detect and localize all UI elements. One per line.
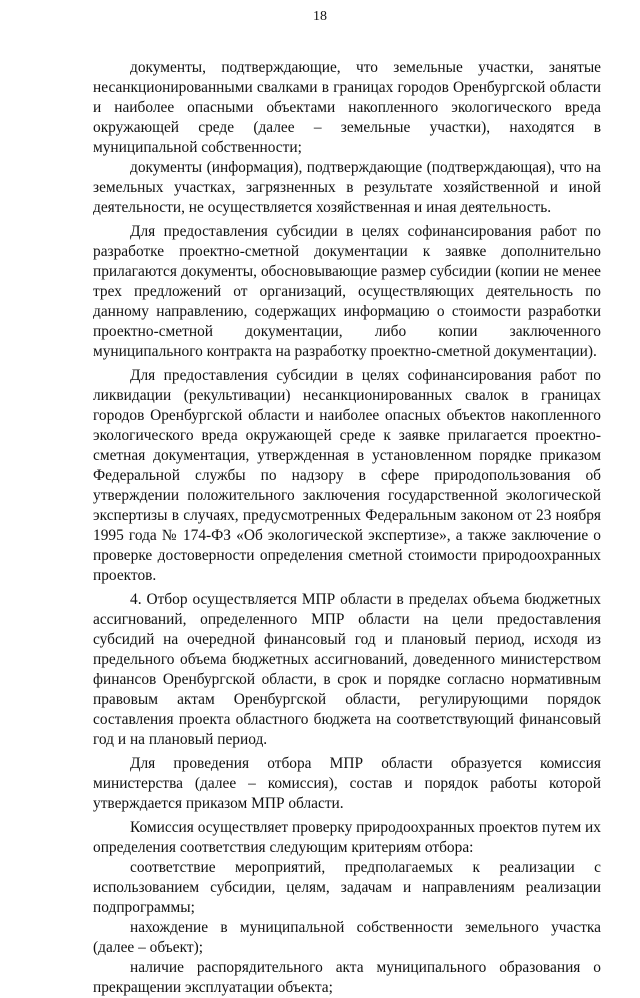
document-body (93, 58, 601, 998)
paragraph-commission-formation: Для проведения отбора МПР области образуется комиссия министерства (далее – комиссия), состав и порядок работы которой утверждается приказом МПР области. (93, 755, 601, 812)
paragraph-design-estimate-subsidy: Для предоставления субсидии в целях софинансирования работ по разработке проектно-сметной документации к заявке дополнительно прилагаются документы, обосновывающие размер субсидии (копии не менее трех предложений от организаций, осуществляющих деятельность по данному направлению, содержащих информацию о стоимости разработки проектно-сметной документации, либо копии заключенного муниципального контракта на разработку проектно-сметной документации). (93, 223, 601, 360)
paragraph-selection-section-4: 4. Отбор осуществляется МПР области в пределах объема бюджетных ассигнований, определенного МПР области на цели предоставления субсидий на очередной финансовый год и плановый период, исходя из предельного объема бюджетных ассигнований, доведенного министерством финансов Оренбургской области, в срок и порядке согласно нормативным правовым актам Оренбургской области, регулирующими порядок составления проекта областного бюджета на соответствующий финансовый год и на плановый период. (93, 591, 601, 748)
paragraph-liquidation-subsidy: Для предоставления субсидии в целях софинансирования работ по ликвидации (рекультивации) несанкционированных свалок в границах городов Оренбургской области и наиболее опасных объектов накопленного экологического вреда окружающей среде к заявке прилагается проектно-сметная документация, утвержденная в установленном порядке приказом Федеральной службы по надзору в сфере природопользования об утверждении положительного заключения государственной экологической экспертизы в случаях, предусмотренных Федеральным законом от 23 ноября 1995 года № 174-ФЗ «Об экологической экспертизе», а также заключение о проверке достоверности определения сметной стоимости природоохранных проектов. (93, 367, 601, 584)
criterion-municipal-ownership: нахождение в муниципальной собственности земельного участка (далее – объект); (93, 919, 601, 956)
paragraph-no-activity-documents: документы (информация), подтверждающие (подтверждающая), что на земельных участках, загрязненных в результате хозяйственной и иной деятельности, не осуществляется хозяйственная и иная деятельность. (93, 159, 601, 216)
page-number: 18 (313, 9, 327, 24)
criterion-administrative-act: наличие распорядительного акта муниципального образования о прекращении эксплуатации объекта; (93, 959, 601, 996)
criterion-compliance: соответствие мероприятий, предполагаемых к реализации с использованием субсидии, целям, задачам и направлениям реализации подпрограммы; (93, 859, 601, 916)
paragraph-ownership-documents: документы, подтверждающие, что земельные участки, занятые несанкционированными свалками в границах городов Оренбургской области и наиболее опасными объектами накопленного экологического вреда окружающей среде (далее – земельные участки), находятся в муниципальной собственности; (93, 59, 601, 156)
paragraph-commission-review: Комиссия осуществляет проверку природоохранных проектов путем их определения соответствия следующим критериям отбора: (93, 819, 601, 856)
